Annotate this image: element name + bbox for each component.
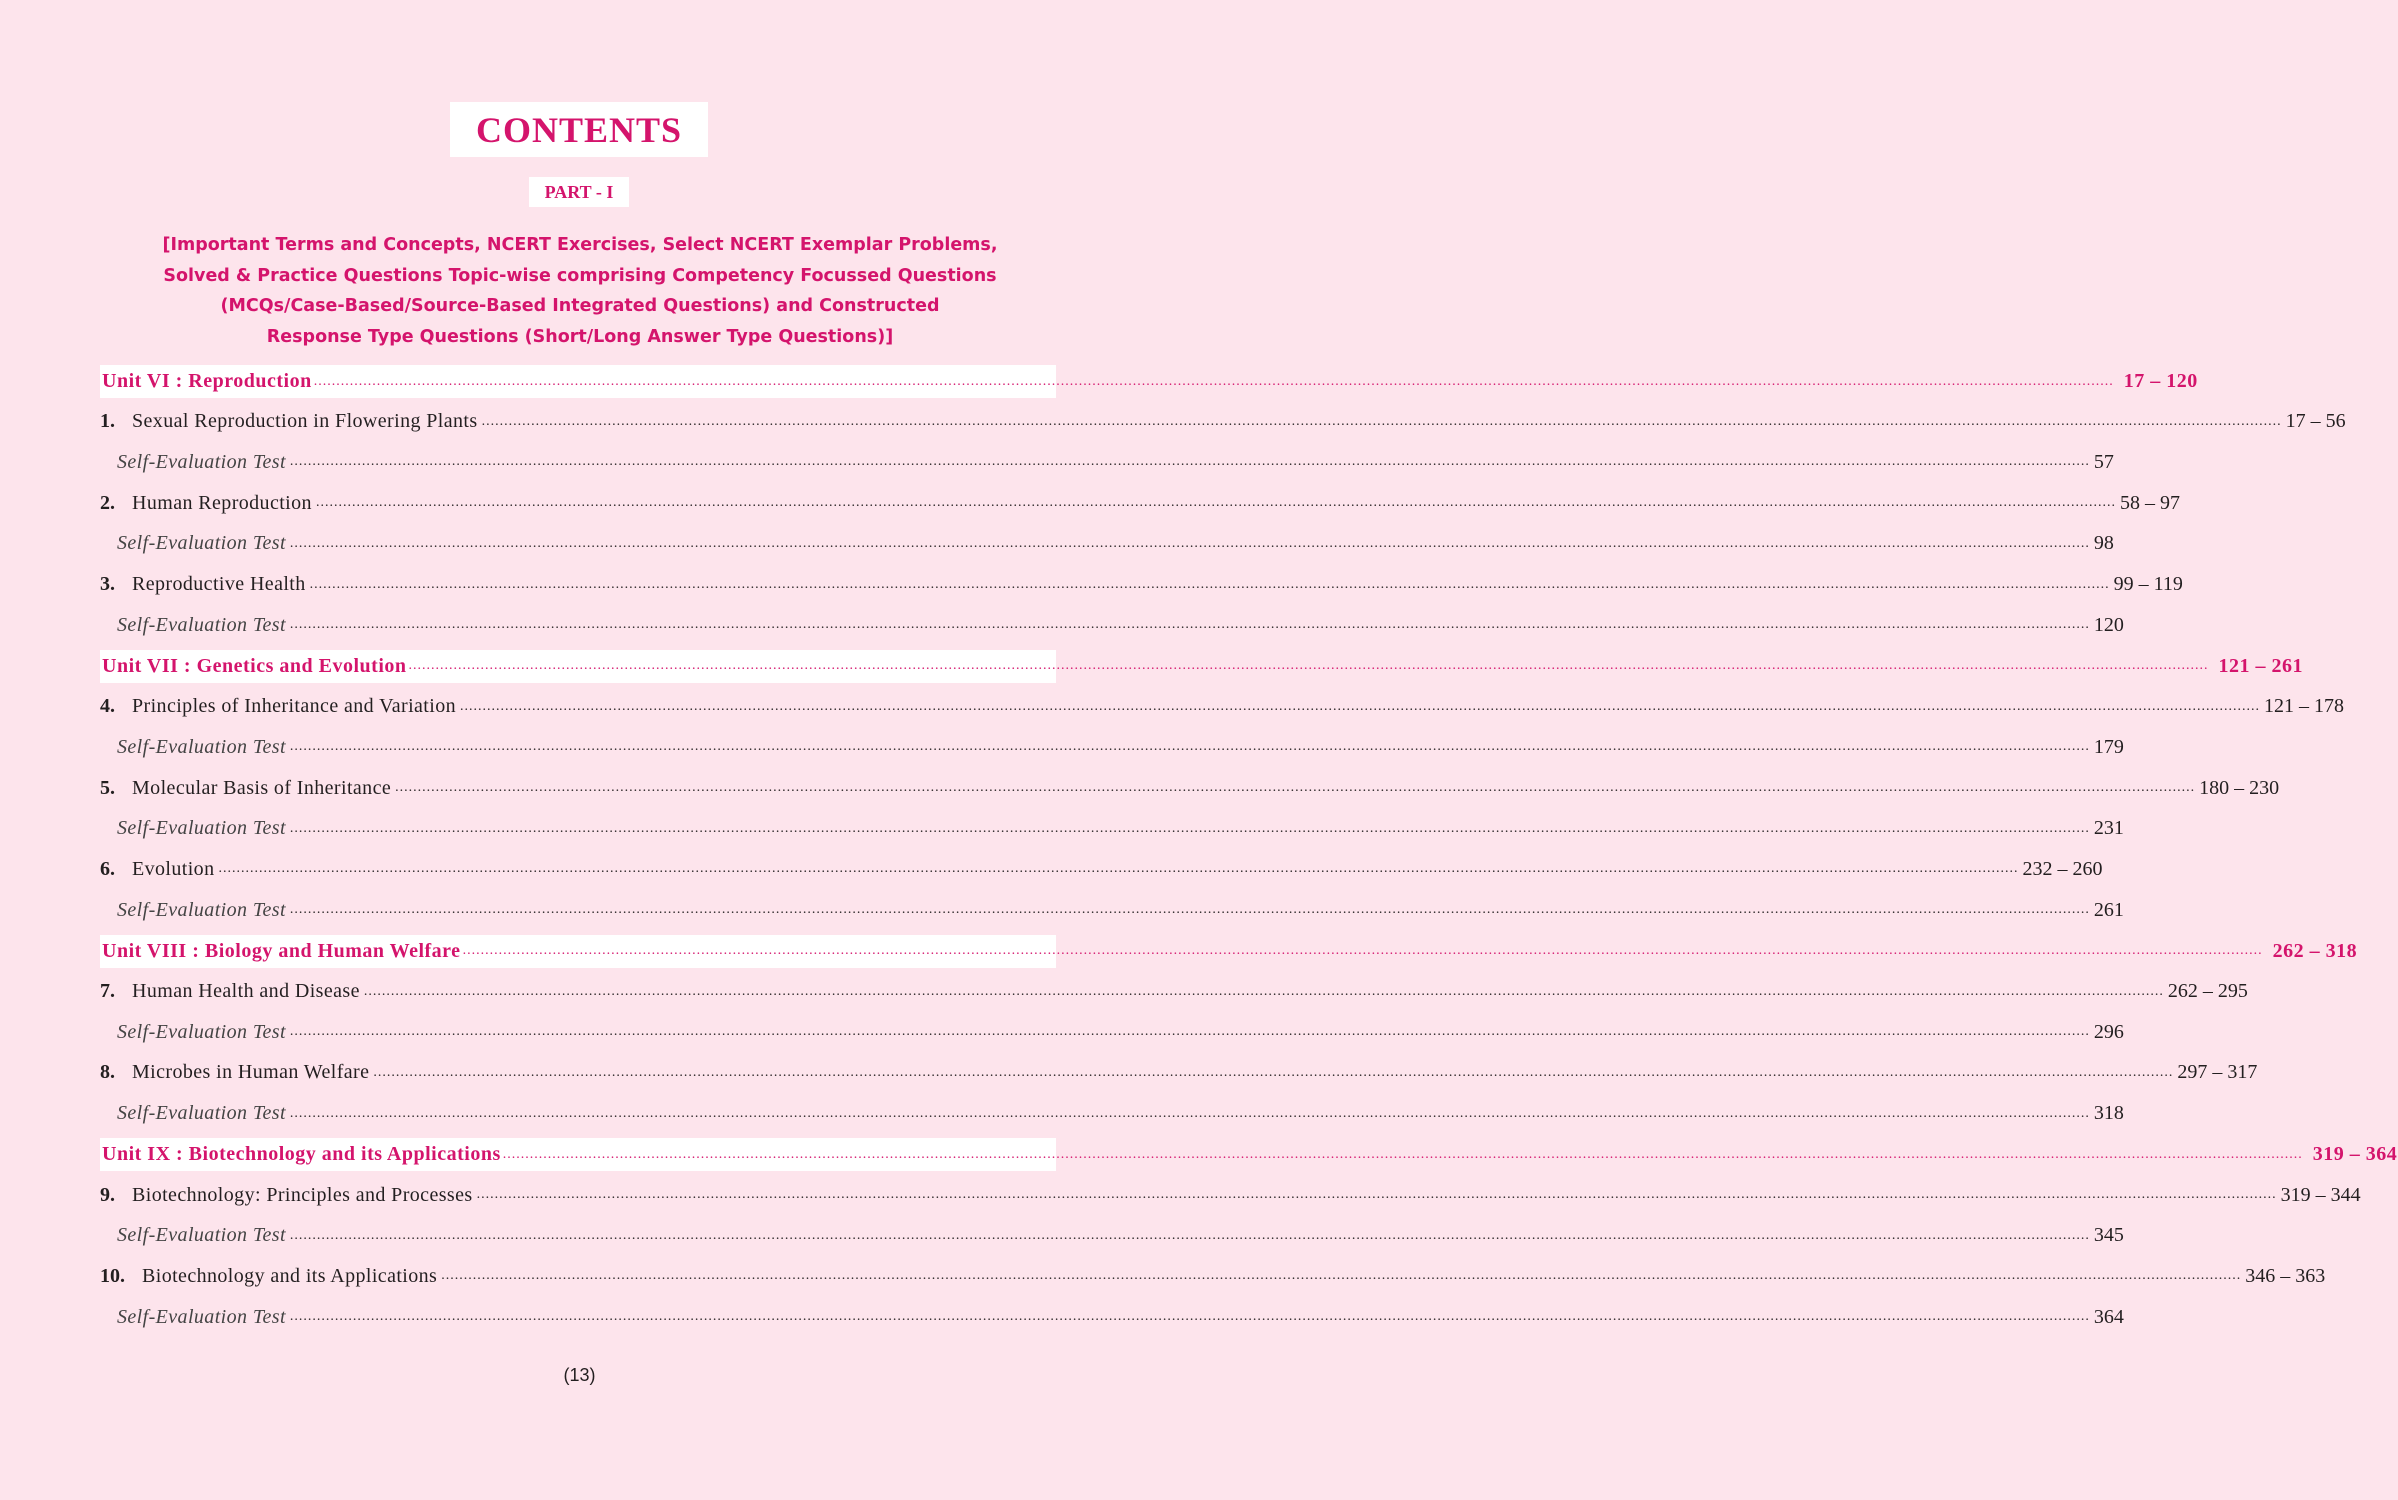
self-evaluation-page: 98 (2093, 532, 2114, 555)
chapter-entry[interactable] (100, 570, 2183, 600)
chapter-title: Evolution (132, 857, 215, 880)
chapter-entry[interactable] (100, 1180, 2361, 1210)
self-evaluation-entry[interactable] (100, 1221, 2124, 1251)
self-evaluation-entry[interactable] (100, 1099, 2124, 1129)
leader-dots: ................................................................................................................................................................................................................................................................................................................................................................................................................ (309, 576, 2110, 592)
self-evaluation-entry[interactable] (100, 610, 2124, 640)
leader-dots: ................................................................................................................................................................................................................................................................................................................................................................................................................ (289, 1105, 2090, 1121)
chapter-entry[interactable] (100, 692, 2345, 722)
chapter-title: Sexual Reproduction in Flowering Plants (132, 410, 478, 433)
leader-dots: ................................................................................................................................................................................................................................................................................................................................................................................................................ (289, 820, 2090, 836)
leader-dots: ................................................................................................................................................................................................................................................................................................................................................................................................................ (289, 617, 2090, 633)
chapter-title: Biotechnology and its Applications (142, 1264, 438, 1287)
leader-dots: ................................................................................................................................................................................................................................................................................................................................................................................................................ (373, 1064, 2174, 1080)
leader-dots: ................................................................................................................................................................................................................................................................................................................................................................................................................ (289, 1309, 2090, 1325)
chapter-title: Human Health and Disease (132, 980, 360, 1002)
self-evaluation-title: Self-Evaluation Test (117, 450, 286, 473)
chapter-pages: 297 – 317 (2177, 1061, 2258, 1084)
self-evaluation-title: Self-Evaluation Test (117, 613, 286, 636)
leader-dots: ................................................................................................................................................................................................................................................................................................................................................................................................................ (408, 658, 2209, 674)
chapter-number: 10. (100, 1264, 125, 1287)
unit-pages: 17 – 120 (2123, 370, 2198, 392)
chapter-pages: 232 – 260 (2022, 857, 2103, 880)
self-evaluation-entry[interactable] (100, 447, 2114, 477)
unit-heading-row[interactable] (100, 365, 2198, 398)
leader-dots: ................................................................................................................................................................................................................................................................................................................................................................................................................ (289, 454, 2090, 470)
chapter-entry[interactable] (100, 977, 2248, 1007)
self-evaluation-page: 231 (2093, 817, 2124, 840)
leader-dots: ................................................................................................................................................................................................................................................................................................................................................................................................................ (289, 902, 2090, 918)
unit-heading-row[interactable] (100, 935, 2358, 968)
leader-dots: ................................................................................................................................................................................................................................................................................................................................................................................................................ (289, 1227, 2090, 1243)
leader-dots: ................................................................................................................................................................................................................................................................................................................................................................................................................ (363, 983, 2164, 999)
self-evaluation-page: 57 (2093, 450, 2114, 473)
chapter-entry[interactable] (100, 407, 2346, 437)
leader-dots: ................................................................................................................................................................................................................................................................................................................................................................................................................ (502, 1146, 2303, 1162)
chapter-entry[interactable] (100, 1261, 2326, 1291)
self-evaluation-page: 120 (2093, 613, 2124, 636)
self-evaluation-page: 318 (2093, 1102, 2124, 1125)
chapter-number: 5. (100, 776, 115, 799)
chapter-title: Reproductive Health (132, 573, 306, 595)
self-evaluation-title: Self-Evaluation Test (117, 817, 286, 840)
leader-dots: ................................................................................................................................................................................................................................................................................................................................................................................................................ (460, 698, 2261, 714)
part-label: PART - I (544, 181, 614, 202)
chapter-pages: 262 – 295 (2167, 980, 2248, 1002)
leader-dots: ................................................................................................................................................................................................................................................................................................................................................................................................................ (315, 495, 2116, 511)
unit-pages: 121 – 261 (2218, 654, 2304, 677)
chapter-pages: 180 – 230 (2199, 776, 2280, 799)
self-evaluation-page: 296 (2093, 1020, 2124, 1043)
chapter-pages: 319 – 344 (2280, 1183, 2361, 1206)
self-evaluation-title: Self-Evaluation Test (117, 532, 286, 555)
part-description (120, 230, 1040, 352)
unit-pages: 319 – 364 (2312, 1143, 2398, 1166)
self-evaluation-page: 179 (2093, 735, 2124, 758)
chapter-number: 1. (100, 410, 115, 433)
self-evaluation-page: 364 (2093, 1305, 2124, 1328)
self-evaluation-page: 345 (2093, 1224, 2124, 1247)
leader-dots: ................................................................................................................................................................................................................................................................................................................................................................................................................ (289, 739, 2090, 755)
leader-dots: ................................................................................................................................................................................................................................................................................................................................................................................................................ (395, 780, 2196, 795)
chapter-number: 2. (100, 491, 115, 514)
chapter-pages: 121 – 178 (2264, 695, 2345, 718)
chapter-number: 7. (100, 980, 115, 1002)
chapter-number: 6. (100, 857, 115, 880)
intro-line: [Important Terms and Concepts, NCERT Exercises, Select NCERT Exemplar Problems, (162, 235, 998, 255)
self-evaluation-entry[interactable] (100, 814, 2124, 844)
chapter-title: Biotechnology: Principles and Processes (132, 1183, 473, 1206)
self-evaluation-title: Self-Evaluation Test (117, 1305, 286, 1328)
self-evaluation-entry[interactable] (100, 529, 2114, 559)
unit-title: Unit IX : Biotechnology and its Applications (102, 1143, 501, 1166)
chapter-number: 9. (100, 1183, 115, 1206)
contents-heading-box (450, 102, 708, 157)
page-number: (13) (563, 1365, 596, 1385)
self-evaluation-entry[interactable] (100, 895, 2124, 925)
intro-line: Response Type Questions (Short/Long Answer Type Questions)] (266, 326, 894, 347)
leader-dots: ................................................................................................................................................................................................................................................................................................................................................................................................................ (218, 861, 2019, 877)
chapter-entry[interactable] (100, 488, 2180, 518)
self-evaluation-title: Self-Evaluation Test (117, 1102, 286, 1125)
self-evaluation-title: Self-Evaluation Test (117, 898, 286, 921)
part-label-box (529, 177, 629, 207)
chapter-pages: 58 – 97 (2119, 491, 2180, 514)
self-evaluation-entry[interactable] (100, 1017, 2124, 1047)
chapter-entry[interactable] (100, 773, 2280, 803)
unit-heading-row[interactable] (100, 1138, 2398, 1171)
contents-heading: CONTENTS (475, 109, 683, 150)
leader-dots: ................................................................................................................................................................................................................................................................................................................................................................................................................ (441, 1268, 2242, 1284)
intro-line: (MCQs/Case-Based/Source-Based Integrated Questions) and Constructed (220, 296, 940, 316)
intro-line: Solved & Practice Questions Topic-wise comprising Competency Focussed Questions (163, 265, 997, 286)
leader-dots: ................................................................................................................................................................................................................................................................................................................................................................................................................ (289, 535, 2090, 551)
self-evaluation-title: Self-Evaluation Test (117, 735, 286, 758)
chapter-entry[interactable] (100, 1058, 2258, 1088)
leader-dots: ................................................................................................................................................................................................................................................................................................................................................................................................................ (476, 1187, 2277, 1202)
unit-title: Unit VI : Reproduction (102, 370, 312, 392)
chapter-title: Molecular Basis of Inheritance (132, 776, 392, 799)
unit-pages: 262 – 318 (2272, 939, 2358, 962)
chapter-pages: 17 – 56 (2285, 410, 2346, 433)
chapter-title: Microbes in Human Welfare (132, 1061, 370, 1084)
chapter-pages: 99 – 119 (2113, 573, 2183, 595)
chapter-number: 3. (100, 573, 115, 595)
chapter-number: 4. (100, 695, 115, 718)
chapter-number: 8. (100, 1061, 115, 1084)
leader-dots: ................................................................................................................................................................................................................................................................................................................................................................................................................ (481, 413, 2282, 429)
unit-heading-row[interactable] (100, 650, 2304, 683)
self-evaluation-page: 261 (2093, 898, 2124, 921)
self-evaluation-entry[interactable] (100, 1302, 2124, 1332)
leader-dots: ................................................................................................................................................................................................................................................................................................................................................................................................................ (289, 1024, 2090, 1040)
self-evaluation-title: Self-Evaluation Test (117, 1224, 286, 1247)
chapter-title: Principles of Inheritance and Variation (132, 695, 457, 718)
self-evaluation-title: Self-Evaluation Test (117, 1020, 286, 1043)
chapter-pages: 346 – 363 (2245, 1264, 2326, 1287)
chapter-entry[interactable] (100, 854, 2103, 884)
self-evaluation-entry[interactable] (100, 732, 2124, 762)
leader-dots: ................................................................................................................................................................................................................................................................................................................................................................................................................ (313, 373, 2114, 389)
unit-title: Unit VII : Genetics and Evolution (102, 654, 407, 677)
unit-title: Unit VIII : Biology and Human Welfare (102, 939, 461, 962)
chapter-title: Human Reproduction (132, 491, 312, 514)
leader-dots: ................................................................................................................................................................................................................................................................................................................................................................................................................ (462, 943, 2263, 959)
